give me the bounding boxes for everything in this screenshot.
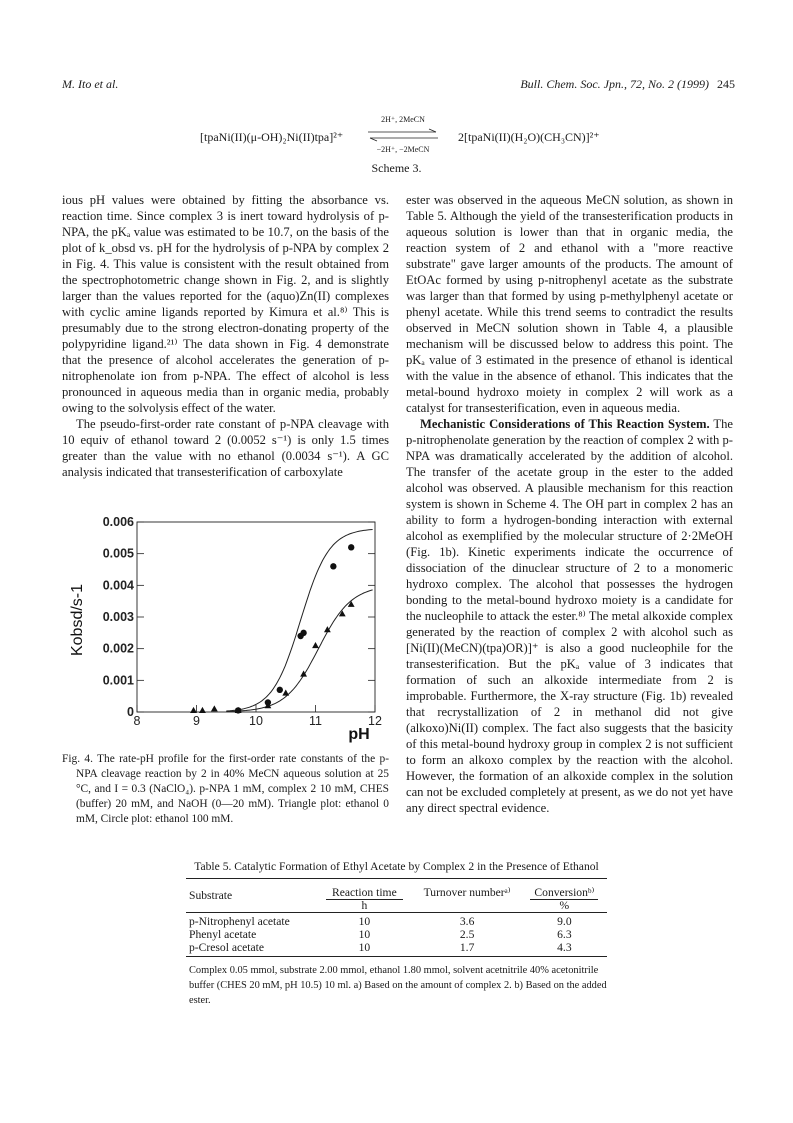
x-tick-label: 9 [193,714,200,728]
triangle-fit-curve [226,590,372,712]
table-cell: 9.0 [557,915,572,928]
table-cell: 4.3 [557,941,572,954]
table-cell: p-Cresol acetate [189,941,264,954]
y-tick-label: 0.006 [102,515,134,529]
section-heading: Mechanistic Considerations of This Reaction System. [420,417,710,431]
scheme-title: Scheme 3. [371,161,422,175]
triangle-data-point [199,707,206,713]
x-tick-label: 10 [249,714,263,728]
right-column [406,192,733,816]
table-5 [186,878,607,957]
circle-data-point [277,687,283,693]
x-tick-label: 8 [133,714,141,728]
paragraph: The pseudo-first-order rate constant of p-NPA cleavage with 10 equiv of ethanol toward 2 (0.0052 s⁻¹) is only 1.5 times greater than the value with no ethanol (0.0034 s⁻¹). A GC analysis indicated that transesterification of carboxylate [62,417,389,479]
circle-data-point [330,563,336,569]
paragraph: ious pH values were obtained by fitting the absorbance vs. reaction time. Since complex 3 is inert toward hydrolysis of p-NPA, the pKₐ value was estimated to be 10.7, on the basis of the plot of k_obsd vs. pH for the hydrolysis of p-NPA by complex 2 in Fig. 4. This value is consistent with the result obtained from the spectrophotometric change shown in Fig. 2, and is slightly larger than the values reported for the (aquo)Zn(II) complexes with cyclic amine ligands reported by Kimura et al.⁸⁾ This is presumably due to the strong electron-donating property of the polypyridine ligand.²¹⁾ The data shown in Fig. 4 demonstrate that the presence of alcohol accelerates the generation of p-nitrophenolate ion from p-NPA. The effect of alcohol is less pronounced in aqueous media than in organic media, probably owing to the solvolysis effect of the water. [62,193,389,415]
table-footnote: Complex 0.05 mmol, substrate 2.00 mmol, ethanol 1.80 mmol, solvent acetnitrile 40% acetonitrile buffer (CHES 20 mM, pH 10.5) 10 ml. a) Based on the amount of complex 2. b) Based on the added ester. [189,965,607,1006]
triangle-data-point [312,642,319,648]
scheme-right-species: 2[tpaNi(II)(H₂O)(CH₃CN)]²⁺ [458,130,600,144]
y-tick-label: 0.001 [102,673,134,688]
table-cell: 10 [358,941,371,954]
table-cell: 10 [358,915,371,928]
figure-caption-text: Fig. 4. The rate-pH profile for the first-order rate constants of the p-NPA cleavage reaction by 2 in 40% MeCN aqueous solution at 25 °C, and I = 0.3 (NaClO₄). p-NPA 1 mM, complex 2 10 mM, CHES (buffer) 20 mM, and NaOH (0—20 mM). Triangle plot: ethanol 0 mM, Circle plot: ethanol 100 mM. [62,753,389,825]
table-header-turnover: Turnover numberᵃ⁾ [423,886,511,899]
table-cell: Phenyl acetate [189,928,257,941]
equilibrium-arrow [366,112,440,162]
mechanistic-paragraph [406,416,733,816]
journal-citation: Bull. Chem. Soc. Jpn., 72, No. 2 (1999) [520,77,709,91]
running-header-journal [520,77,735,92]
paragraph: ester was observed in the aqueous MeCN solution, as shown in Table 5. Although the yield of the transesterification products in aqueous solution is lower than that in organic media, the reaction system of 2 and ethanol with a "more reactive substrate" gave larger amounts of the products. The amount of EtOAc formed by using p-nitrophenyl acetate as the substrate was larger than that formed by using p-methylphenyl acetate or phenyl acetate. While this trend seems to contradict the results observed in MeCN solution shown in Table 4, a plausible mechanism will be discussed below to address this point. The pKₐ value of 3 estimated in the presence of ethanol is identical with the value in the absence of ethanol. This indicates that the metal-bound hydroxo moiety in complex 2 will work as a catalyst for transesterification, even in aqueous media. [406,193,733,415]
table-header-conversion: Conversionᵇ⁾ [522,879,607,900]
table-header-reaction-time: Reaction time [316,879,412,900]
circle-data-point [348,544,354,550]
left-column [62,192,389,480]
circle-fit-curve [226,530,372,712]
plot-frame [137,522,375,712]
scheme-left-species: [tpaNi(II)(μ-OH)₂Ni(II)tpa]²⁺ [200,130,344,144]
y-tick-label: 0 [127,705,134,719]
arrow-reverse-label: −2H⁺, −2MeCN [376,145,430,154]
x-tick-label: 12 [368,714,382,728]
table-cell: 3.6 [459,915,475,928]
x-axis-label: pH [348,726,370,743]
y-tick-label: 0.005 [102,546,134,561]
triangle-data-point [211,705,218,711]
table-header-substrate: Substrate [189,889,233,902]
page-number: 245 [717,77,735,91]
arrow-forward-label: 2H⁺, 2MeCN [381,115,425,124]
mechanistic-body: The p-nitrophenolate generation by the reaction of complex 2 with p-NPA was dramatically accelerated by the addition of alcohol. The transfer of the acetate group in the ester to the added alcohol was observed. A plausible mechanism for this reaction system is shown in Scheme 4. The OH part in complex 2 has an ability to form a hydrogen-bonding interaction with external alcohol as exemplified by the molecular structure of 2·2MeOH (Fig. 1b). Kinetic experiments indicate the occurrence of dissociation of the dinuclear structure of 2 to a monomeric hydroxo complex. The alcohol that possesses the hydrogen bonding to the metal-bound hydroxo moiety is a candidate for the nucleophile to attack the ester.⁸⁾ The metal alkoxide complex generated by the reaction of complex 2 with alcohol such as [Ni(II)(MeCN)(tpa)OR)]⁺ is also a good nucleophile for the transesterification. But the pKₐ value of 3 indicates that formation of such an alkoxide intermediate from 2 is improbable. Furthermore, the X-ray structure (Fig. 1b) revealed that recrystallization of 2 in methanol did not give (alkoxo)Ni(II) complex. The fact also suggests that the basicity of this metal-bound hydroxy group in complex 2 is not sufficient to form an alkoxo complex by the reaction with the alcohol. However, the formation of an alkoxide complex in the solution can not be excluded completely at present, as we do not yet have any direct spectral evidence. [406,417,733,815]
scheme-3 [0,112,793,162]
table-title: Table 5. Catalytic Formation of Ethyl Acetate by Complex 2 in the Presence of Ethanol [194,860,599,873]
circle-data-point [300,630,306,636]
table-cell: 6.3 [557,928,572,941]
triangle-data-point [282,690,289,696]
figure-caption [62,752,389,827]
table-unit-blank [413,899,522,913]
table-unit-h: h [361,899,368,912]
data-points [190,544,354,713]
table-cell: 10 [358,928,371,941]
table-cell: 2.5 [459,928,475,941]
triangle-data-point [190,707,197,713]
y-tick-label: 0.004 [102,578,134,593]
y-tick-label: 0.003 [102,610,134,624]
y-axis-ticks [103,515,375,719]
y-tick-label: 0.002 [102,641,134,656]
table-cell: p-Nitrophenyl acetate [189,915,290,928]
x-tick-label: 11 [309,714,322,728]
equilibrium-arrows-icon [366,112,440,162]
y-axis-label: Kobsd/s-1 [69,583,86,657]
table-unit-percent: % [559,899,570,912]
running-header-authors: M. Ito et al. [62,77,119,91]
fig4-chart [62,512,392,752]
table-cell: 1.7 [459,941,475,954]
triangle-data-point [348,601,355,607]
